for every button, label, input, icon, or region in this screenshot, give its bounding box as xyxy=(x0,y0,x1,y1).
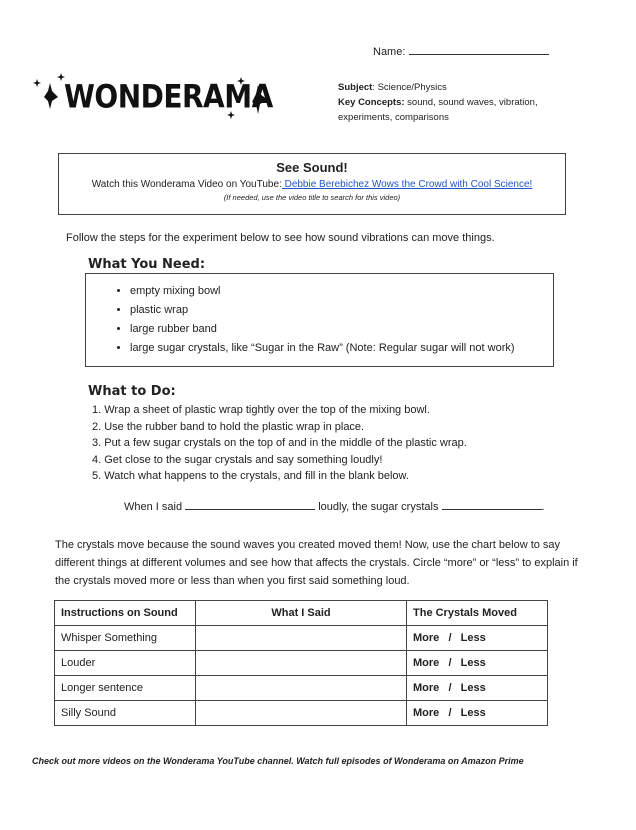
fill-in-sentence xyxy=(124,500,545,513)
see-sound-box xyxy=(58,153,566,215)
list-item: 5. Watch what happens to the crystals, and fill in the blank below. xyxy=(92,470,409,482)
list-item: • large sugar crystals, like “Sugar in the Raw” (Note: Regular sugar will not work) xyxy=(130,339,553,358)
sound-chart-table xyxy=(54,600,548,726)
name-label: Name: xyxy=(373,46,406,58)
footer-text: Check out more videos on the Wonderama YouTube channel. Watch full episodes of Wonderama on Amazon Prime xyxy=(32,756,524,766)
list-item: 2. Use the rubber band to hold the plastic wrap in place. xyxy=(92,420,365,433)
list-item: 4. Get close to the sugar crystals and say something loudly! xyxy=(92,453,383,466)
what-you-need-box xyxy=(85,273,554,367)
what-i-said-cell[interactable] xyxy=(196,651,407,676)
fill-part-3: . xyxy=(541,501,545,513)
more-less-cell[interactable]: More / Less xyxy=(407,676,548,701)
watch-text: Watch this Wonderama Video on YouTube: xyxy=(91,179,282,190)
column-header: Instructions on Sound xyxy=(55,601,196,626)
see-sound-title: See Sound! xyxy=(276,160,348,175)
what-i-said-cell[interactable] xyxy=(196,676,407,701)
video-note: (If needed, use the video title to search for this video) xyxy=(223,193,401,202)
explanation-paragraph: The crystals move because the sound waves you created moved them! Now, use the chart below to say different things at different volumes and see how that affects the crystals. Circle “more” or “less” to explain if the crystals moved more or less than when you first said something loud. xyxy=(55,539,578,587)
table-row xyxy=(55,651,548,676)
column-header: What I Said xyxy=(196,601,407,626)
list-item: 1. Wrap a sheet of plastic wrap tightly over the top of the mixing bowl. xyxy=(92,404,430,416)
key-concepts-value: sound, sound waves, vibration, experiments, comparisons xyxy=(338,97,538,123)
fill-part-1: When I said xyxy=(124,501,183,513)
what-you-need-heading: What You Need: xyxy=(88,257,206,272)
subject-value: : Science/Physics xyxy=(372,82,447,93)
what-i-said-cell[interactable] xyxy=(196,626,407,651)
instruction-cell: Longer sentence xyxy=(55,676,196,701)
table-header-row xyxy=(55,601,548,626)
list-item: • large rubber band xyxy=(130,320,553,339)
key-concepts-label: Key Concepts: xyxy=(338,97,405,108)
instruction-cell: Louder xyxy=(55,651,196,676)
list-item: 3. Put a few sugar crystals on the top of and in the middle of the plastic wrap. xyxy=(92,437,467,449)
wonderama-logo xyxy=(30,72,273,122)
logo-text: WONDERAMA xyxy=(64,77,273,116)
more-less-cell[interactable]: More / Less xyxy=(407,701,548,726)
supplies-list xyxy=(86,282,553,358)
table-row xyxy=(55,676,548,701)
steps-list xyxy=(92,402,467,485)
name-field[interactable] xyxy=(373,44,549,58)
intro-text: Follow the steps for the experiment below to see how sound vibrations can move things. xyxy=(66,232,495,244)
list-item: • empty mixing bowl xyxy=(130,282,553,301)
subject-block xyxy=(338,80,578,125)
watch-line xyxy=(59,179,565,190)
what-to-do-heading: What to Do: xyxy=(88,384,176,399)
instruction-cell: Silly Sound xyxy=(55,701,196,726)
video-link[interactable]: Debbie Berebichez Wows the Crowd with Cool Science! xyxy=(281,179,533,190)
name-blank[interactable] xyxy=(409,44,549,55)
crystals-blank[interactable] xyxy=(442,500,542,510)
more-less-cell[interactable]: More / Less xyxy=(407,626,548,651)
table-row xyxy=(55,626,548,651)
list-item: • plastic wrap xyxy=(130,301,553,320)
fill-part-2: loudly, the sugar crystals xyxy=(318,501,439,513)
subject-label: Subject xyxy=(338,82,373,93)
column-header: The Crystals Moved xyxy=(407,601,548,626)
instruction-cell: Whisper Something xyxy=(55,626,196,651)
more-less-cell[interactable]: More / Less xyxy=(407,651,548,676)
what-i-said-cell[interactable] xyxy=(196,701,407,726)
table-row xyxy=(55,701,548,726)
what-said-blank[interactable] xyxy=(185,500,315,510)
